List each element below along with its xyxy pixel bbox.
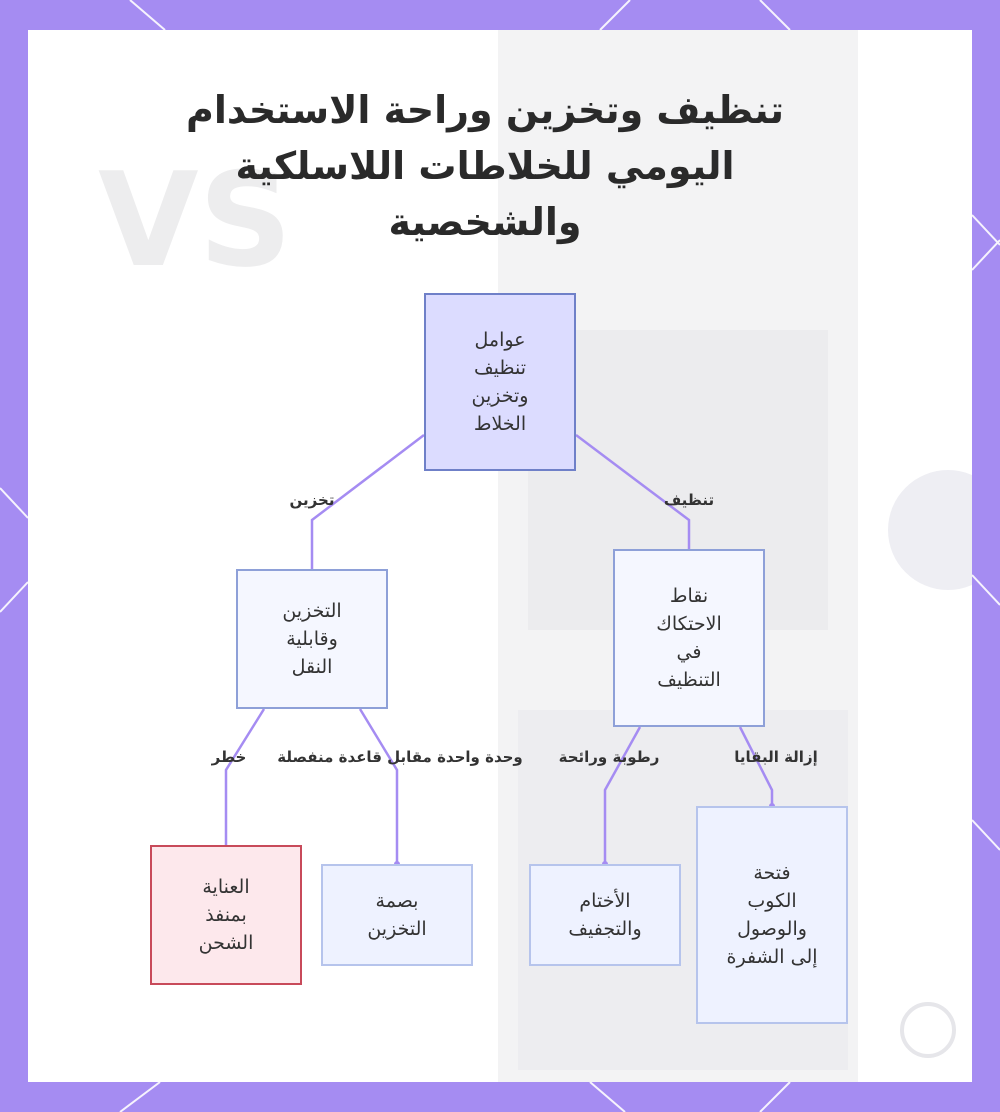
node-storage-portability: التخزين وقابلية النقل [236,569,388,709]
node-root: عوامل تنظيف وتخزين الخلاط [424,293,576,471]
edge-label-storage: تخزين [289,491,335,509]
node-storage-footprint: بصمة التخزين [321,864,473,966]
node-cup-opening: فتحة الكوب والوصول إلى الشفرة [696,806,848,1024]
edge-label-residue: إزالة البقايا [734,748,818,766]
edge-friction-cup [740,727,772,806]
node-seals-drying: الأختام والتجفيف [529,864,681,966]
edge-label-cleaning: تنظيف [663,491,715,509]
edge-storage-footprint [360,709,397,864]
svg-text:VS: VS [98,144,293,296]
node-cleaning-friction: نقاط الاحتكاك في التنظيف [613,549,765,727]
edge-label-risk: خطر [211,748,247,766]
edge-label-moisture: رطوبة ورائحة [558,748,660,766]
edge-storage-care [226,709,264,845]
diagram-title: تنظيف وتخزين وراحة الاستخدام اليومي للخلاطات اللاسلكية والشخصية [186,88,784,244]
edge-label-unit-vs-base: وحدة واحدة مقابل قاعدة منفصلة [277,748,523,766]
node-port-care: العناية بمنفذ الشحن [150,845,302,985]
